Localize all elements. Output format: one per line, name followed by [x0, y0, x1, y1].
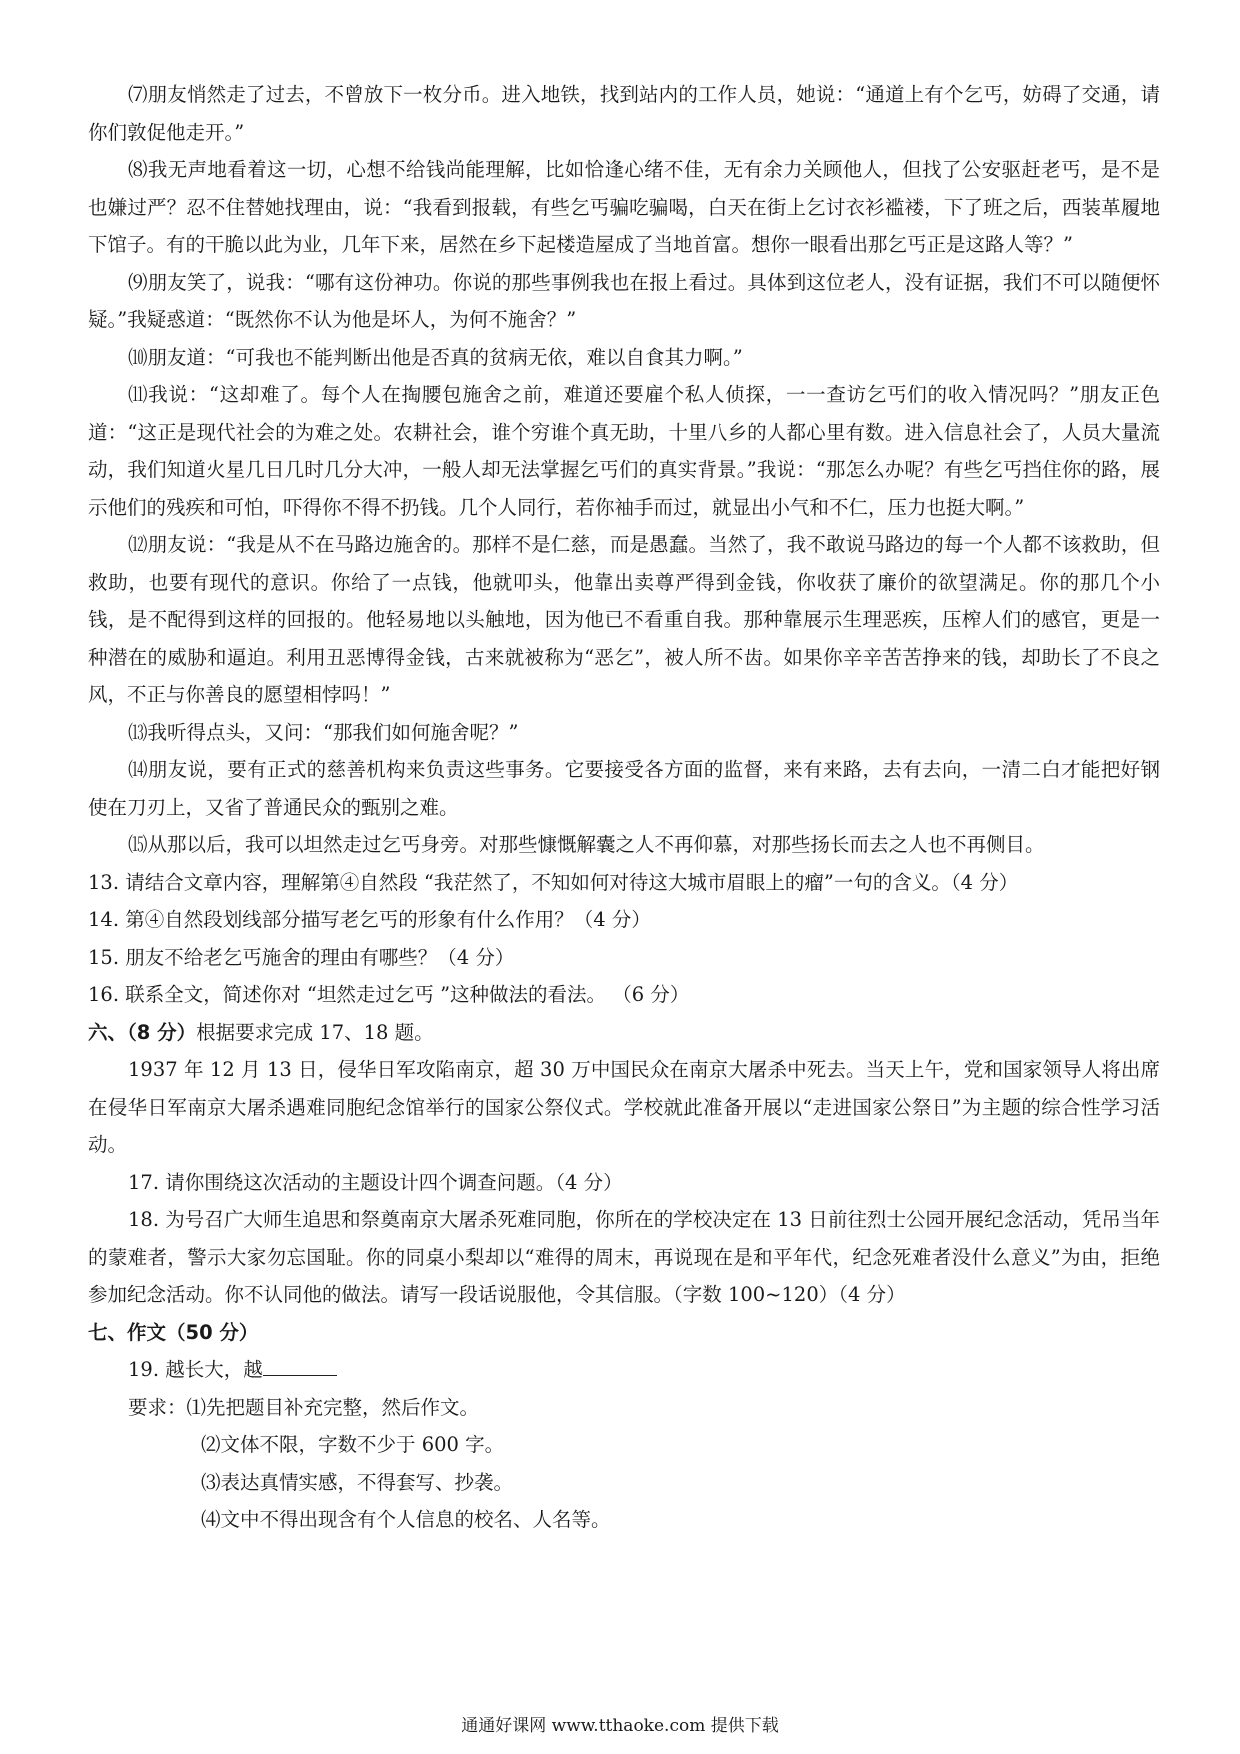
paragraph-9: ⑼朋友笑了，说我：“哪有这份神功。你说的那些事例我也在报上看过。具体到这位老人，没有证据，我们不可以随便怀疑。”我疑惑道：“既然你不认为他是坏人，为何不施舍？” — [88, 270, 1160, 331]
paragraph-11: ⑾我说：“这却难了。每个人在掏腰包施舍之前，难道还要雇个私人侦探，一一查访乞丐们的收入情况吗？”朋友正色道：“这正是现代社会的为难之处。农耕社会，谁个穷谁个真无助，十里八乡的人都心里有数。进入信息社会了，人员大量流动，我们知道火星几日几时几分大冲，一般人却无法掌握乞丐们的真实背景。”我说：“那怎么办呢？有些乞丐挡住你的路，展示他们的残疾和可怕，吓得你不得不扔钱。几个人同行，若你袖手而过，就显出小气和不仁，压力也挺大啊。” — [88, 383, 1160, 519]
essay-prompt-text: 19. 越长大，越 — [128, 1358, 263, 1381]
paragraph-12: ⑿朋友说：“我是从不在马路边施舍的。那样不是仁慈，而是愚蠢。当然了，我不敢说马路边的每一个人都不该救助，但救助，也要有现代的意识。你给了一点钱，他就叩头，他靠出卖尊严得到金钱，你收获了廉价的欲望满足。你的那几个小钱，是不配得到这样的回报的。他轻易地以头触地，因为他已不看重自我。那种靠展示生理恶疾，压榨人们的感官，更是一种潜在的威胁和逼迫。利用丑恶博得金钱，古来就被称为“恶乞”，被人所不齿。如果你辛辛苦苦挣来的钱，却助长了不良之风，不正与你善良的愿望相悖吗！” — [88, 533, 1160, 706]
section-6-intro: 1937 年 12 月 13 日，侵华日军攻陷南京，超 30 万中国民众在南京大屠杀中死去。当天上午，党和国家领导人将出席在侵华日军南京大屠杀遇难同胞纪念馆举行的国家公祭仪式。学校就此准备开展以“走进国家公祭日”为主题的综合性学习活动。 — [88, 1058, 1160, 1156]
paragraph-13: ⒀我听得点头，又问：“那我们如何施舍呢？” — [128, 720, 519, 744]
requirements-label: 要求： — [128, 1395, 187, 1419]
footer-watermark: 通通好课网 www.tthaoke.com 提供下载 — [461, 1716, 779, 1736]
question-13: 13. 请结合文章内容，理解第④自然段 “我茫然了，不知如何对待这大城市眉眼上的瘤”一句的含义。（4 分） — [88, 870, 1019, 894]
paragraph-15: ⒂从那以后，我可以坦然走过乞丐身旁。对那些慷慨解囊之人不再仰慕，对那些扬长而去之人也不再侧目。 — [128, 833, 1045, 856]
section-6-title: 六、（8 分） — [88, 1020, 197, 1044]
requirement-3: ⑶表达真情实感，不得套写、抄袭。 — [201, 1470, 514, 1494]
question-17: 17. 请你围绕这次活动的主题设计四个调查问题。（4 分） — [128, 1170, 623, 1194]
question-15: 15. 朋友不给老乞丐施舍的理由有哪些？（4 分） — [88, 945, 515, 969]
requirement-4: ⑷文中不得出现含有个人信息的校名、人名等。 — [201, 1508, 611, 1531]
paragraph-14: ⒁朋友说，要有正式的慈善机构来负责这些事务。它要接受各方面的监督，来有来路，去有去向，一清二白才能把好钢使在刀刃上，又省了普通民众的甄别之难。 — [88, 758, 1160, 819]
requirement-1: ⑴先把题目补充完整，然后作文。 — [186, 1395, 480, 1419]
section-7-title: 七、作文（50 分） — [88, 1320, 259, 1344]
section-6-heading — [88, 1014, 1160, 1052]
requirement-2: ⑵文体不限，字数不少于 600 字。 — [201, 1433, 505, 1456]
paragraph-8: ⑻我无声地看着这一切，心想不给钱尚能理解，比如恰逢心绪不佳，无有余力关顾他人，但找了公安驱赶老丐，是不是也嫌过严？忍不住替她找理由，说：“我看到报载，有些乞丐骗吃骗喝，白天在街上乞讨衣衫褴褛，下了班之后，西装革履地下馆子。有的干脆以此为业，几年下来，居然在乡下起楼造屋成了当地首富。想你一眼看出那乞丐正是这路人等？” — [88, 158, 1160, 256]
paragraph-10: ⑽朋友道：“可我也不能判断出他是否真的贫病无依，难以自食其力啊。” — [128, 345, 743, 369]
section-7-heading — [88, 1314, 1160, 1352]
question-18: 18. 为号召广大师生追思和祭奠南京大屠杀死难同胞，你所在的学校决定在 13 日前往烈士公园开展纪念活动，凭吊当年的蒙难者，警示大家勿忘国耻。你的同桌小梨却以“难得的周末，再说现在是和平年代，纪念死难者没什么意义”为由，拒绝参加纪念活动。你不认同他的做法。请写一段话说服他，令其信服。（字数 100~120）（4 分） — [88, 1208, 1160, 1306]
requirement-1-line — [88, 1389, 1160, 1427]
section-6-instruction: 根据要求完成 17、18 题。 — [196, 1020, 434, 1044]
essay-title-blank — [263, 1355, 337, 1376]
question-14: 14. 第④自然段划线部分描写老乞丐的形象有什么作用？（4 分） — [88, 908, 651, 931]
exam-page — [88, 76, 1160, 1539]
paragraph-7: ⑺朋友悄然走了过去，不曾放下一枚分币。进入地铁，找到站内的工作人员，她说：“通道上有个乞丐，妨碍了交通，请你们敦促他走开。” — [88, 83, 1160, 144]
essay-prompt — [88, 1351, 1160, 1389]
question-16: 16. 联系全文，简述你对 “坦然走过乞丐 ”这种做法的看法。 （6 分） — [88, 983, 690, 1006]
